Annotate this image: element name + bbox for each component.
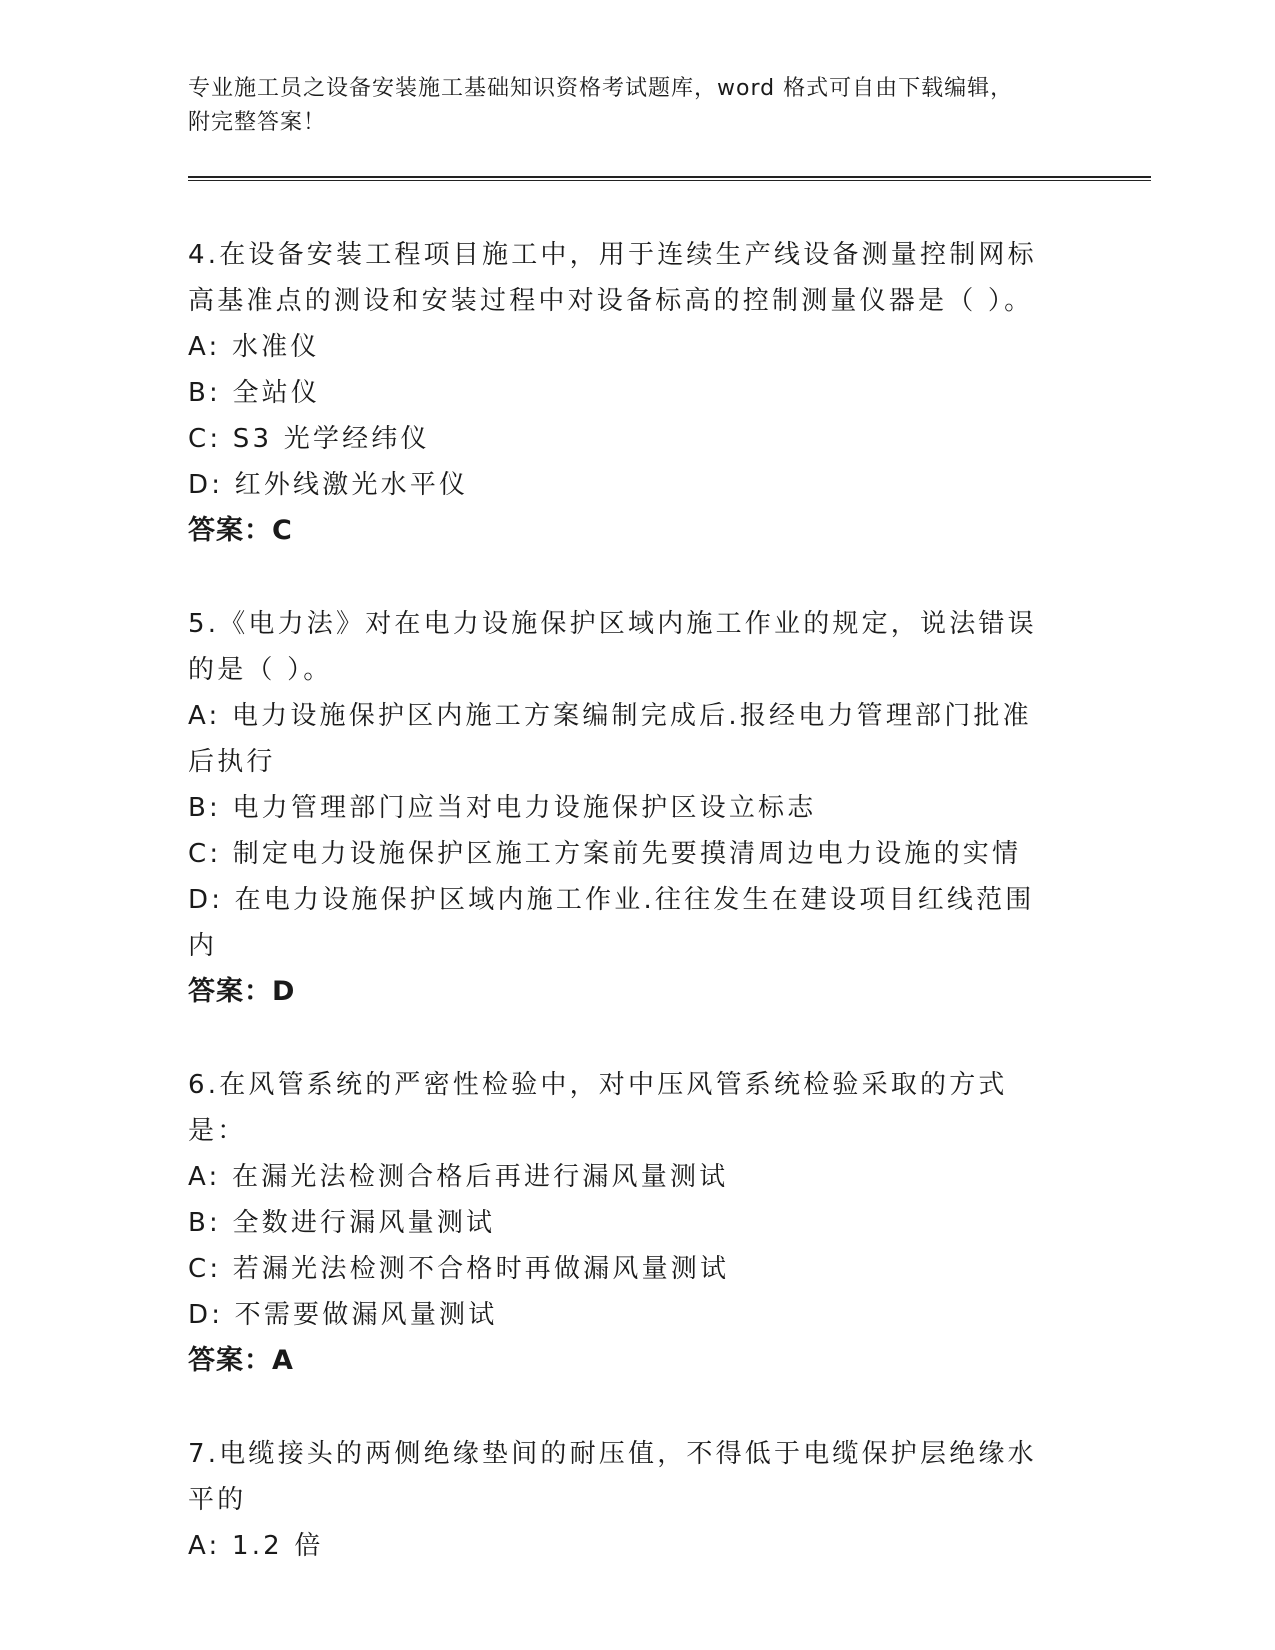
question-5 <box>188 601 1058 1015</box>
option-d: D: 红外线激光水平仪 <box>188 470 469 500</box>
option-c: C: 若漏光法检测不合格时再做漏风量测试 <box>188 1254 730 1284</box>
option-b: B: 电力管理部门应当对电力设施保护区设立标志 <box>188 793 817 823</box>
question-6 <box>188 1062 1058 1384</box>
question-7 <box>188 1431 1058 1569</box>
option-a: A: 1.2 倍 <box>188 1531 324 1561</box>
answer-label: 答案：D <box>188 976 296 1007</box>
question-4 <box>188 232 1058 554</box>
question-stem: 5.《电力法》对在电力设施保护区域内施工作业的规定，说法错误的是（ ）。 <box>188 609 1037 685</box>
question-list <box>188 232 1058 1616</box>
option-c: C: 制定电力设施保护区施工方案前先要摸清周边电力设施的实情 <box>188 839 1022 869</box>
option-a: A: 水准仪 <box>188 332 320 362</box>
answer-label: 答案：A <box>188 1345 294 1376</box>
question-stem: 4.在设备安装工程项目施工中，用于连续生产线设备测量控制网标高基准点的测设和安装过程中对设备标高的控制测量仪器是（ ）。 <box>188 240 1037 316</box>
answer-label: 答案：C <box>188 515 293 546</box>
header-divider <box>188 176 1151 181</box>
document-header <box>188 72 1068 140</box>
option-d: D: 不需要做漏风量测试 <box>188 1300 498 1330</box>
option-b: B: 全数进行漏风量测试 <box>188 1208 496 1238</box>
header-intro-line-2: 附完整答案！ <box>188 110 327 135</box>
option-a: A: 在漏光法检测合格后再进行漏风量测试 <box>188 1162 729 1192</box>
question-stem: 6.在风管系统的严密性检验中，对中压风管系统检验采取的方式是： <box>188 1070 1008 1146</box>
option-b: B: 全站仪 <box>188 378 321 408</box>
option-c: C: S3 光学经纬仪 <box>188 424 430 454</box>
header-intro-line-1: 专业施工员之设备安装施工基础知识资格考试题库，word 格式可自由下载编辑， <box>188 76 1014 101</box>
option-d: D: 在电力设施保护区域内施工作业.往往发生在建设项目红线范围内 <box>188 885 1035 961</box>
option-a: A: 电力设施保护区内施工方案编制完成后.报经电力管理部门批准后执行 <box>188 701 1032 777</box>
question-stem: 7.电缆接头的两侧绝缘垫间的耐压值，不得低于电缆保护层绝缘水平的 <box>188 1439 1037 1515</box>
